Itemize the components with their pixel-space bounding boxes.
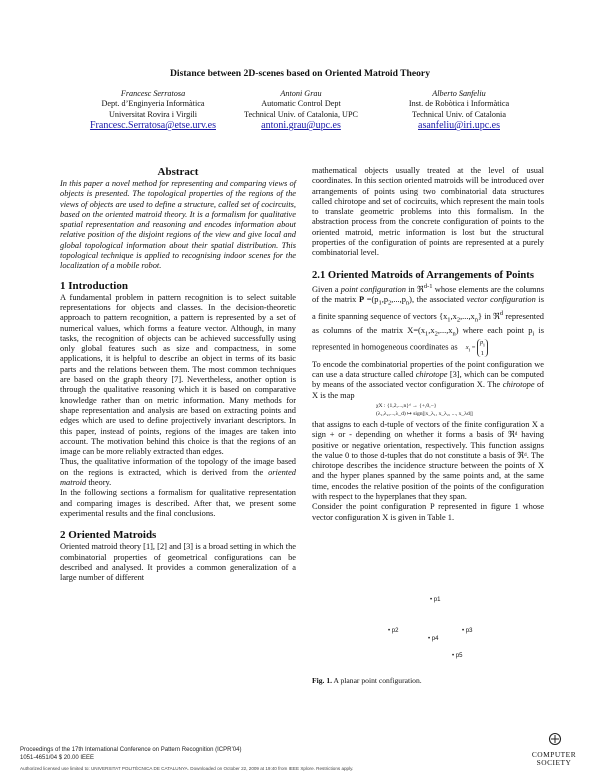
figure-caption: Fig. 1. A planar point configuration.	[312, 676, 422, 685]
author-email-link[interactable]: Francesc.Serratosa@etse.urv.es	[89, 120, 216, 132]
subsection-heading: 2.1 Oriented Matroids of Arrangements of Points	[312, 269, 534, 281]
abstract-heading: Abstract	[157, 166, 199, 178]
figure-point-p3: • p3	[462, 628, 473, 634]
chirotope-map-equation: χX : {1,2,...,n}ᵈ → {+,0,−} (λ₁,λ₂,...,λ_d) ↦ sign[|x_λ₁, x_λ₂, ..., x_λd|]	[376, 402, 473, 417]
author-affiliation: Inst. de Robòtica i Informàtica	[408, 99, 510, 109]
oriented-paragraph: Oriented matroid theory [1], [2] and [3] is a broad setting in which the combinatorial properties of geometrical configurations can be described and analysed. It provides a common generalization of a large number of different	[60, 542, 296, 583]
proceedings-footer: Proceedings of the 17th International Conference on Pattern Recognition (ICPR’04) 1051-4651/04 $ 20.00 IEEE	[20, 747, 242, 761]
author-affiliation: Automatic Control Dept	[261, 99, 341, 109]
paper-title: Distance between 2D-scenes based on Oriented Matroid Theory	[170, 68, 430, 79]
right-column	[312, 166, 544, 523]
left-column	[60, 166, 296, 583]
author-affiliation: Universitat Rovira i Virgili	[108, 109, 198, 119]
author-affiliation: Technical Univ. of Catalonia, UPC	[244, 109, 358, 119]
section-heading-oriented-matroids: 2 Oriented Matroids	[60, 529, 157, 542]
intro-paragraph: A fundamental problem in pattern recognition is to select suitable representations for objects and classes. In the decision-theoretic approach to pattern recognition, a pattern is represented by a set of numerical values, which forms a feature vector. Although, in many tasks, the recognition of objects can be achieved successfully using only global features such as size and compactness, in some applications, it is helpful to describe an object in terms of its basic parts and the relations between them. The most common techniques are based on the graph theory [7]. Nevertheless, another option is through the qualitative reasoning which it is based on comparative knowledge rather than on metric information. Many methods for shape representation and analysis are based on extracting points and edges which are used to define projectively invariant descriptors. In this paper, instead of points, regions of the images are taken into account. The motivation behind this choice is that the regions of an image can be more reliably extracted than edges.	[60, 292, 296, 457]
body-paragraph: To encode the combinatorial properties of the point configuration we can use a data structure called chirotope [3], which can be computed by means of the associated vector configuration X. The chirotope of X is the map	[312, 359, 544, 400]
intro-paragraph: Thus, the qualitative information of the topology of the image based on the regions is extracted, which is derived from the oriented matroid theory.	[60, 457, 296, 488]
figure-point-p2: • p2	[388, 628, 399, 634]
license-notice: Authorized licensed use limited to: UNIVERSITAT POLITÈCNICA DE CATALUNYA. Downloaded on October 22, 2009 at 19:40 from IEEE Xplore. Restrictions apply.	[20, 766, 354, 771]
author-name: Antoni Grau	[280, 89, 322, 98]
body-paragraph: Consider the point configuration P represented in figure 1 whose vector configuration X is given in Table 1.	[312, 502, 544, 522]
author-name: Alberto Sanfeliu	[432, 89, 486, 98]
intro-paragraph: In the following sections a formalism for qualitative representation and comparing images is described. After that, we present some experimental results and the final conclusions.	[60, 488, 296, 518]
continued-paragraph: mathematical objects usually treated at the level of usual coordinates. In this section oriented matroids will be introduced over arrangements of points using two combinatorial data structures called chirotope and set of cocircuits, which represent the main tools to translate geometric problems into this formalism. In the abstraction process from the concrete configuration of points to the oriented matroid, metric information is lost but the structural properties of the configuration of points are represented at a purely combinatorial level.	[312, 166, 544, 258]
author-affiliation: Dept. d’Enginyeria Informàtica	[101, 99, 205, 109]
homogeneous-equation: $x_i = p_i$ 1	[466, 339, 488, 356]
section-heading-introduction: 1 Introduction	[60, 279, 128, 292]
author-email-link[interactable]: antoni.grau@upc.es	[261, 120, 341, 132]
computer-society-logo: COMPUTER SOCIETY	[524, 732, 584, 764]
figure-point-p5: • p5	[452, 653, 463, 659]
author-3	[364, 89, 554, 132]
abstract-text: In this paper a novel method for representing and comparing views of objects is presented. The topological properties of the regions of the views of objects are used to define a structure, called set of cocircuits, based on the oriented matroid theory. It is a formalism for qualitative spatial representation and reasoning and encodes information about relative position of the disjoint regions of the view and give local and global topological information about their spatial distribution. This topological technique is applied to recognising indoor scenes for the localization of a mobile robot.	[60, 179, 296, 271]
figure-point-p1: • p1	[430, 597, 441, 603]
figure-point-p4: • p4	[428, 636, 439, 642]
body-paragraph: that assigns to each d-tuple of vectors of the finite configuration X a sign + or - depending on whether it forms a basis of ℜᵈ having positive or negative orientation, respectively. This function assigns the value 0 to those d-tuples that do not constitute a basis of ℜᵈ. The chirotope describes the incidence structure between the points of X and the hyper planes spanned by the same points and, at the same time, encodes the relative position of the points of the configuration with respect to the hyperplanes that they span.	[312, 419, 544, 502]
author-affiliation: Technical Univ. of Catalonia	[412, 109, 506, 119]
author-email-link[interactable]: asanfeliu@iri.upc.es	[418, 120, 500, 132]
author-name: Francesc Serratosa	[120, 89, 186, 98]
society-emblem-icon	[524, 732, 584, 746]
body-paragraph: Given a point configuration in ℜ$^{d-1}$ whose elements are the columns of the matrix $P =(p_1,p_2,...,p_n)$, the associated vector configuration is a finite spanning sequence of vectors $\{x_1,x_2,...,x_n\}$ in ℜ$^d$ represented as columns of the matrix $X=(x_1,x_2,...,x_n)$ where each point $p_i$ is represented in homogeneous coordinates as $x_i = p_i$ 1	[312, 282, 545, 357]
